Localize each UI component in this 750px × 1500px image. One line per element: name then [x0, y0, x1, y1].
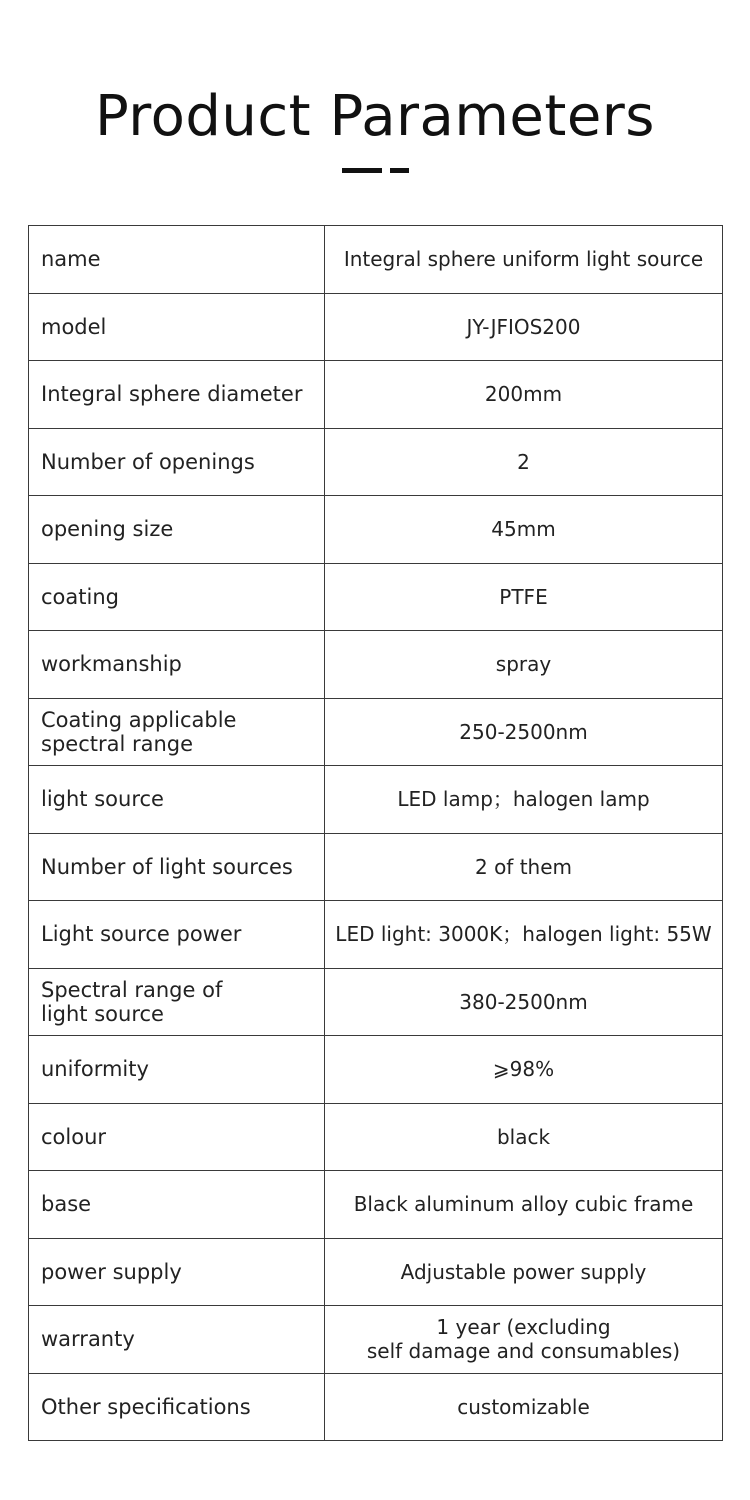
row-label: name — [29, 226, 325, 294]
table-row — [29, 968, 723, 1036]
table-row — [29, 766, 723, 834]
table-row — [29, 1306, 723, 1374]
table-row — [29, 1036, 723, 1104]
table-row — [29, 1373, 723, 1441]
divider-dash-long — [342, 168, 382, 173]
row-value: 2 of them — [325, 833, 723, 901]
table-row — [29, 563, 723, 631]
divider-dash-short — [390, 168, 409, 173]
row-label: colour — [29, 1103, 325, 1171]
row-value: black — [325, 1103, 723, 1171]
row-value: PTFE — [325, 563, 723, 631]
row-value: customizable — [325, 1373, 723, 1441]
row-label: Spectral range of light source — [29, 968, 325, 1036]
row-value: JY-JFIOS200 — [325, 293, 723, 361]
product-parameters-table — [28, 225, 723, 1441]
title-divider — [0, 168, 750, 174]
row-label: Integral sphere diameter — [29, 361, 325, 429]
row-label: coating — [29, 563, 325, 631]
row-value: 380-2500nm — [325, 968, 723, 1036]
row-label: Light source power — [29, 901, 325, 969]
table-row — [29, 428, 723, 496]
row-value: 200mm — [325, 361, 723, 429]
table-row — [29, 698, 723, 766]
row-value: LED light: 3000K；halogen light: 55W — [325, 901, 723, 969]
table-row — [29, 901, 723, 969]
row-value: Adjustable power supply — [325, 1238, 723, 1306]
row-label: model — [29, 293, 325, 361]
row-label: opening size — [29, 496, 325, 564]
table-row — [29, 1171, 723, 1239]
row-value: spray — [325, 631, 723, 699]
row-label: workmanship — [29, 631, 325, 699]
table-row — [29, 1238, 723, 1306]
row-value: LED lamp；halogen lamp — [325, 766, 723, 834]
row-value: Black aluminum alloy cubic frame — [325, 1171, 723, 1239]
row-value: 2 — [325, 428, 723, 496]
row-value: 250-2500nm — [325, 698, 723, 766]
row-label: Number of openings — [29, 428, 325, 496]
row-value: 45mm — [325, 496, 723, 564]
table-row — [29, 361, 723, 429]
row-value: 1 year (excluding self damage and consumables) — [325, 1306, 723, 1374]
table-row — [29, 293, 723, 361]
row-label: uniformity — [29, 1036, 325, 1104]
row-label: Other specifications — [29, 1373, 325, 1441]
table-row — [29, 496, 723, 564]
table-row — [29, 631, 723, 699]
row-label: light source — [29, 766, 325, 834]
row-label: power supply — [29, 1238, 325, 1306]
table-row — [29, 833, 723, 901]
table-row — [29, 226, 723, 294]
row-value: Integral sphere uniform light source — [325, 226, 723, 294]
row-label: Number of light sources — [29, 833, 325, 901]
row-label: warranty — [29, 1306, 325, 1374]
row-value: ⩾98% — [325, 1036, 723, 1104]
table-row — [29, 1103, 723, 1171]
row-label: Coating applicable spectral range — [29, 698, 325, 766]
page-title: Product Parameters — [95, 84, 655, 149]
row-label: base — [29, 1171, 325, 1239]
